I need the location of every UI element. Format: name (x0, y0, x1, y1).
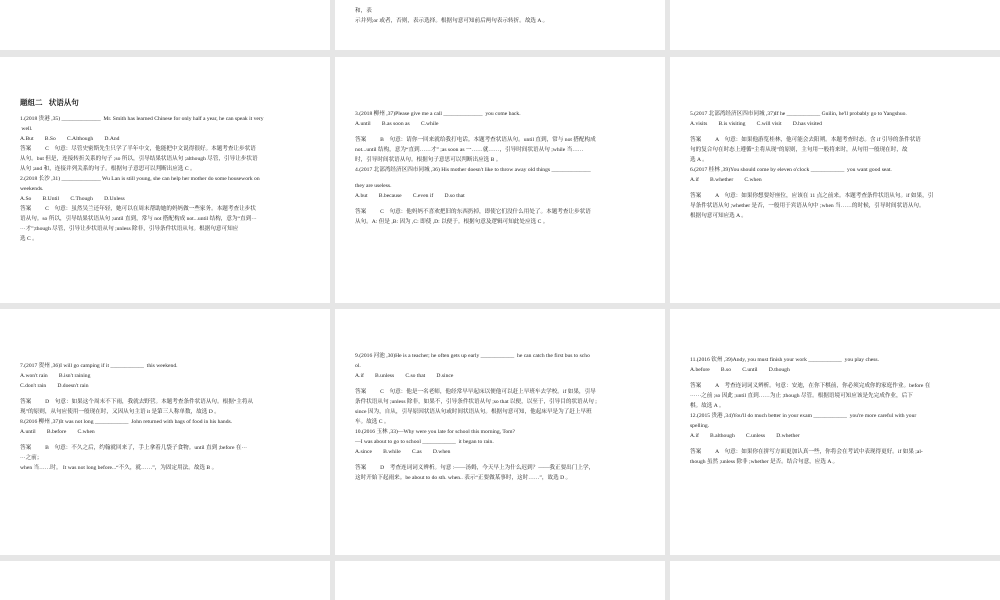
text-line: 5.(2017 北部湾经济区四市同城 ,37)If he ____________ Guilin, he'll probably go to Yangshuo. (690, 111, 907, 117)
slide-top-middle (335, 0, 665, 50)
text-line: 1.(2018 贵港 ,35) ______________ Mr. Smith has learned Chinese for only half a year, he can speak it very (20, 116, 264, 122)
text-line: 答案 A 考查连词词义辨析。句意：安迪，在你下棋前，你必须完成你的家庭作业。before 在 (690, 383, 931, 389)
text-line: 从句 ;and 和，连接并列关系的句子。根据句子意思可以判断出应选 C 。 (20, 166, 196, 172)
text-line: 答案 D 句意：如果这个周末不下雨，我就去野营。本题考查条件状语从句。根据“主将从 (20, 399, 254, 405)
text-line: 答案 C 句意：尽管史密斯先生只学了半年中文，他能把中文说得很好。本题考查让步状语 (20, 146, 256, 152)
text-line: 答案 B 句意：不久之后，约翰就回来了，手上拿着几袋子食物。until 直到 ;before 在··· (20, 445, 248, 451)
text-line: 示并列;or 或者，否则，表示选择。根据句意可知前后两句表示转折。故选 A 。 (355, 18, 549, 24)
slide-row4-middle (335, 561, 665, 600)
text-line: A.since B.while C.as D.when (355, 449, 451, 455)
text-line: 车。故选 C 。 (355, 419, 390, 425)
slide-top-left (0, 0, 330, 50)
text-line: 从句。A: 但是 ,B: 因为 ,C: 即使 ,D: 以便于。根据句意及逻辑可知此处应选 C 。 (355, 219, 549, 225)
slide-row4-left (0, 561, 330, 600)
slide-top-right (670, 0, 1000, 50)
text-line: A.won't rain B.isn't raining (20, 373, 91, 379)
text-line: 12.(2015 贵港 ,34)You'll do much better in your exam ____________ you're more careful with your (690, 413, 917, 419)
text-line: 从句。but 但是，连接转折关系的句子 ;so 所以，引导结果状语从句 ;although 尽管，引导让步状语 (20, 156, 258, 162)
text-line: 2.(2018 长沙 ,31) ______________ Wu Lan is still young, she can help her mother do some housework on (20, 176, 260, 182)
slide-text (355, 109, 655, 227)
text-line: 导条件状语从句 ;whether 是否，一般用于宾语从句中 ;when 当……的时候，引导时间状语从句。 (690, 203, 925, 209)
text-line: though 虽然 ;unless 除非 ;whether 是否。结合句意，应选 A 。 (690, 459, 839, 465)
text-line: A.before B.so C.until D.though (690, 367, 790, 373)
text-line: ···之前； (20, 455, 43, 461)
text-line: 选 A 。 (690, 157, 708, 163)
text-line: when 当……时。 It was not long before...“不久，就……”，为固定用法。故选 B 。 (20, 465, 218, 471)
text-line: 这时开始下起雨来。be about to do sth. when.. 表示“正要做某事时，这时……”，故选 D 。 (355, 475, 572, 481)
text-line: ol. (355, 363, 361, 369)
text-line: 答案 B 句意：请你一回来就给我打电话。本题考查状语从句。until 直到，常与 not 搭配构成 (355, 137, 596, 143)
text-line: weekends. (20, 186, 44, 192)
text-line: 11.(2016 钦州 ,39)Andy, you must finish your work ____________ you play chess. (690, 357, 879, 363)
text-line: —I was about to go to school ____________ it began to rain. (355, 439, 494, 445)
text-line: A.but B.because C.even if D.so that (355, 193, 465, 199)
text-line: 答案 A 句意：如果他游览桂林，他可能会去阳朔。本题考查时态。含 if 引导的条件状语 (690, 137, 921, 143)
slide-text (355, 351, 655, 483)
text-line: 根据句意可知应选 A 。 (690, 213, 747, 219)
text-line: A.But B.So C.Although D.And (20, 136, 120, 142)
text-line: 选 C 。 (20, 236, 38, 242)
text-line: A.if B.unless C.so that D.since (355, 373, 454, 379)
text-line: they are useless. (355, 183, 392, 189)
text-line: 8.(2016 柳州 ,37)It was not long ____________ John returned with bags of food in his hands. (20, 419, 233, 425)
slide-text (20, 114, 320, 244)
slide-bottom-middle (335, 309, 665, 555)
text-line: well. (20, 126, 33, 132)
text-line: 和，表 (355, 8, 372, 14)
slide-row4-right (670, 561, 1000, 600)
text-line: since 因为，自从，引导原因状语从句或时间状语从句。根据句意可知，他起床早是为了赶上早班 (355, 409, 592, 415)
text-line: 答案 A 句意：如果你想要好座位，应该在 11 点之前来。本题考查条件状语从句。if 如果，引 (690, 193, 934, 199)
slide-text (355, 6, 665, 26)
slide-text (690, 109, 990, 221)
slide-text (20, 361, 320, 473)
text-line: spelling. (690, 423, 710, 429)
text-line: 答案 D 考查连词词义辨析。句意 :——汤姆，今天早上为什么迟到？——我正要出门上学， (355, 465, 595, 471)
text-line: 答案 C 句意：他妈妈不喜欢把旧的东西扔掉，即使它们没什么用处了。本题考查让步状语 (355, 209, 591, 215)
text-line: not...until 结构，意为“直到……才” ;as soon as 一……就……，引导时间状语从句 ;while 当…… (355, 147, 584, 153)
text-line: A.until B.before C.when (20, 429, 95, 435)
text-line: 答案 C 句意：虽然吴兰还年轻，她可以在周末帮助她的妈妈做一些家务。本题考查让步状 (20, 206, 256, 212)
text-line: A.until B.as soon as C.while (355, 121, 439, 127)
section-heading: 题组二 状语从句 (20, 98, 79, 107)
text-line: 4.(2017 北部湾经济区四市同城 ,36) His mother doesn't like to throw away old things ______________ (355, 167, 591, 173)
text-line: 棋。故选 A 。 (690, 403, 725, 409)
text-line: 语从句。so 所以，引导结果状语从句 ;until 直到，常与 not 搭配构成 not...until 结构，意为“直到··· (20, 216, 257, 222)
text-line: 7.(2017 贺州 ,36)I will go camping if it ____________ this weekend. (20, 363, 178, 369)
text-line: A.visits B.is visiting C.will visit D.has visited (690, 121, 822, 127)
text-line: ···才”;though 尽管，引导让步状语从句 ;unless 除非，引导条件状语从句。根据句意可知应 (20, 226, 239, 232)
slide-mid-left (0, 57, 330, 303)
text-line: 6.(2017 桂林 ,39)You should come by eleven o'clock ____________ you want good seat. (690, 167, 892, 173)
slide-mid-right (670, 57, 1000, 303)
text-line: 现”的原则，从句应使用一般现在时，又因从句主语 it 是第三人称单数，故选 D 。 (20, 409, 220, 415)
text-line: 条件状语从句 ;unless 除非，如果不，引导条件状语从句 ;so that 以便，以至于，引导目的状语从句 ; (355, 399, 597, 405)
text-line: 答案 C 句意：他是一名老师，他经常早早起床以便他可以赶上早班车去学校。if 如果，引导 (355, 389, 596, 395)
text-line: 9.(2016 河池 ,30)He is a teacher; he often gets up early ____________ he can catch the first bus to scho (355, 353, 590, 359)
text-line: A.So B.Until C.Though D.Unless (20, 196, 125, 202)
text-line: A.if B.whether C.when (690, 177, 762, 183)
text-line: 时，引导时间状语从句。根据句子意思可以判断出应选 B 。 (355, 157, 502, 163)
text-line: 3.(2018 柳州 ,37)Please give me a call ______________ you come back. (355, 111, 521, 117)
slide-text (690, 355, 990, 467)
slide-bottom-right (670, 309, 1000, 555)
text-line: 答案 A 句意：如果你在拼写方面更加认真一些，你将会在考试中表现得更好。if 如果 ;al- (690, 449, 923, 455)
text-line: 10.(2016 玉林 ,33)—Why were you late for school this morning, Tom? (355, 429, 515, 435)
text-line: 句的复合句在时态上遵循“主将从现”的原则，主句用一般将来时，从句用一般现在时，故 (690, 147, 908, 153)
text-line: C.don't rain D.doesn't rain (20, 383, 89, 389)
slide-bottom-left (0, 309, 330, 555)
text-line: ······之前 ;so 因此 ;until 直到……为止 ;though 尽管。根据语境可知应该是先完成作业，后下 (690, 393, 913, 399)
slide-mid-middle (335, 57, 665, 303)
text-line: A.if B.although C.unless D.whether (690, 433, 800, 439)
